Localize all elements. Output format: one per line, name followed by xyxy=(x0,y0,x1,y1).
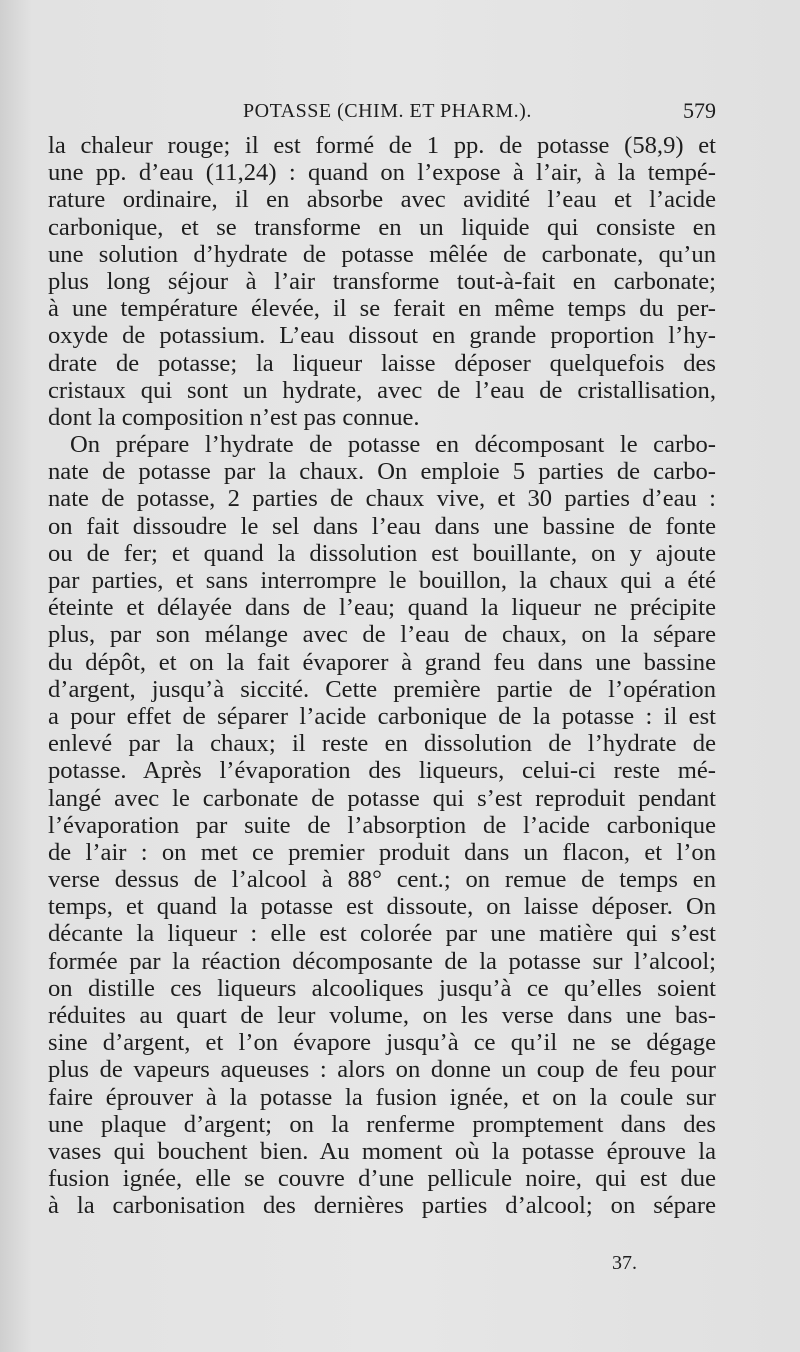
text-line: décante la liqueur : elle est colorée par une matière qui s’est xyxy=(48,920,716,948)
text-line: potasse. Après l’évaporation des liqueurs, celui-ci reste mé- xyxy=(48,757,716,785)
text-line: fusion ignée, elle se couvre d’une pellicule noire, qui est due xyxy=(48,1165,716,1193)
text-line: verse dessus de l’alcool à 88° cent.; on remue de temps en xyxy=(48,866,716,894)
text-line: plus long séjour à l’air transforme tout-à-fait en carbonate; xyxy=(48,267,716,295)
text-line: temps, et quand la potasse est dissoute, on laisse déposer. On xyxy=(48,893,716,921)
text-line: une solution d’hydrate de potasse mêlée de carbonate, qu’un xyxy=(48,240,716,268)
text-line: à une température élevée, il se ferait en même temps du per- xyxy=(48,295,716,323)
text-line: On prépare l’hydrate de potasse en décomposant le carbo- xyxy=(70,431,716,459)
text-line: cristaux qui sont un hydrate, avec de l’eau de cristallisation, xyxy=(48,376,716,404)
text-line: ou de fer; et quand la dissolution est bouillante, on y ajoute xyxy=(48,539,716,567)
text-line: une plaque d’argent; on la renferme promptement dans des xyxy=(48,1110,716,1138)
text-line: plus de vapeurs aqueuses : alors on donne un coup de feu pour xyxy=(48,1056,716,1084)
running-title: POTASSE (CHIM. ET PHARM.). xyxy=(243,100,532,122)
text-line: plus, par son mélange avec de l’eau de chaux, on la sépare xyxy=(48,621,716,649)
text-line: langé avec le carbonate de potasse qui s’est reproduit pendant xyxy=(48,784,716,812)
text-line: on distille ces liqueurs alcooliques jusqu’à ce qu’elles soient xyxy=(48,974,716,1002)
text-line: formée par la réaction décomposante de la potasse sur l’alcool; xyxy=(48,947,716,975)
text-line: une pp. d’eau (11,24) : quand on l’expose à l’air, à la tempé- xyxy=(48,159,716,187)
text-line: par parties, et sans interrompre le bouillon, la chaux qui a été xyxy=(48,567,716,594)
text-line: du dépôt, et on la fait évaporer à grand feu dans une bassine xyxy=(48,648,716,676)
text-line: vases qui bouchent bien. Au moment où la potasse éprouve la xyxy=(48,1137,716,1165)
body-text xyxy=(48,132,716,1220)
text-line: à la carbonisation des dernières parties d’alcool; on sépare xyxy=(48,1192,716,1220)
text-line: dont la composition n’est pas connue. xyxy=(48,403,420,431)
text-line: rature ordinaire, il en absorbe avec avidité l’eau et l’acide xyxy=(48,186,716,214)
page-header xyxy=(48,96,716,130)
page-number: 579 xyxy=(683,98,716,123)
text-line: drate de potasse; la liqueur laisse déposer quelquefois des xyxy=(48,349,716,377)
text-line: faire éprouver à la potasse la fusion ignée, et on la coule sur xyxy=(48,1083,716,1111)
text-line: la chaleur rouge; il est formé de 1 pp. de potasse (58,9) et xyxy=(48,132,716,159)
text-line: enlevé par la chaux; il reste en dissolution de l’hydrate de xyxy=(48,730,716,758)
text-line: l’évaporation par suite de l’absorption de l’acide carbonique xyxy=(48,811,716,839)
text-line: a pour effet de séparer l’acide carbonique de la potasse : il est xyxy=(48,702,716,730)
text-line: de l’air : on met ce premier produit dans un flacon, et l’on xyxy=(48,838,716,866)
text-line: nate de potasse par la chaux. On emploie 5 parties de carbo- xyxy=(48,458,716,486)
text-line: nate de potasse, 2 parties de chaux vive, et 30 parties d’eau : xyxy=(48,485,716,513)
text-line: éteinte et délayée dans de l’eau; quand la liqueur ne précipite xyxy=(48,594,716,622)
text-line: on fait dissoudre le sel dans l’eau dans une bassine de fonte xyxy=(48,512,716,540)
text-line: sine d’argent, et l’on évapore jusqu’à ce qu’il ne se dégage xyxy=(48,1029,716,1057)
text-line: carbonique, et se transforme en un liquide qui consiste en xyxy=(48,213,716,241)
text-line: oxyde de potassium. L’eau dissout en grande proportion l’hy- xyxy=(48,322,716,350)
text-line: réduites au quart de leur volume, on les verse dans une bas- xyxy=(48,1002,716,1029)
text-line: d’argent, jusqu’à siccité. Cette première partie de l’opération xyxy=(48,675,716,703)
signature-mark: 37. xyxy=(612,1252,637,1274)
